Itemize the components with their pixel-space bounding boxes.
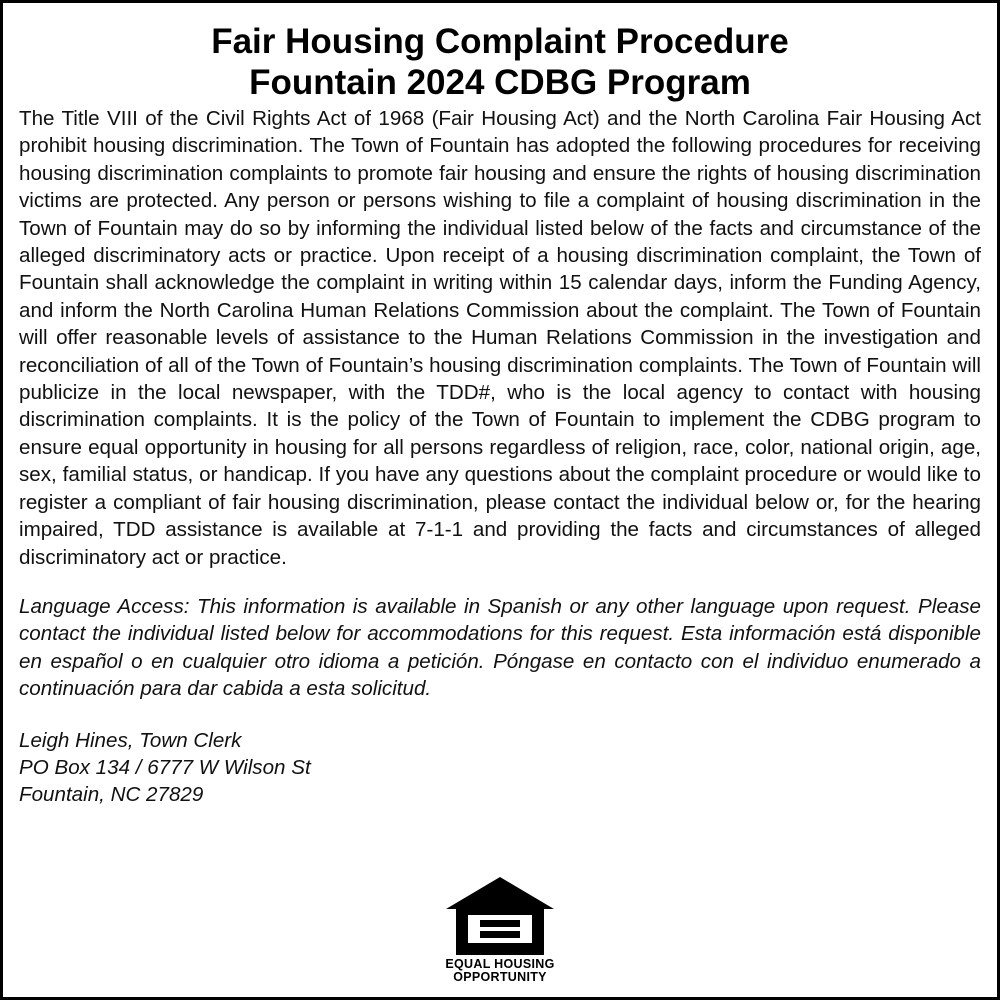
equal-housing-caption-line-1: EQUAL HOUSING [445, 957, 555, 971]
contact-address-line-2: Fountain, NC 27829 [19, 783, 204, 807]
complaint-procedure-paragraph: The Title VIII of the Civil Rights Act of 1968 (Fair Housing Act) and the North Carolina Fair Housing Act prohibit housing discrimination. The Town of Fountain has adopted the following procedures for receiving housing discrimination complaints to promote fair housing and ensure the rights of housing discrimination victims are protected. Any person or persons wishing to file a complaint of housing discrimination in the Town of Fountain may do so by informing the individual listed below of the facts and circumstance of the alleged discriminatory acts or practice. Upon receipt of a housing discrimination complaint, the Town of Fountain shall acknowledge the complaint in writing within 15 calendar days, inform the Funding Agency, and inform the North Carolina Human Relations Commission about the complaint. The Town of Fountain will offer reasonable levels of assistance to the Human Relations Commission in the investigation and reconciliation of all of the Town of Fountain’s housing discrimination complaints. The Town of Fountain will publicize in the local newspaper, with the TDD#, who is the local agency to contact with housing discrimination complaints. It is the policy of the Town of Fountain to implement the CDBG program to ensure equal opportunity in housing for all persons regardless of religion, race, color, national origin, age, sex, familial status, or handicap. If you have any questions about the complaint procedure or would like to register a compliant of fair housing discrimination, please contact the individual below or, for the hearing impaired, TDD assistance is available at 7-1-1 and providing the facts and circumstances of alleged discriminatory act or practice. [19, 107, 981, 569]
contact-block [19, 727, 981, 809]
title-line-1: Fair Housing Complaint Procedure [211, 22, 789, 61]
equal-housing-logo [440, 875, 560, 984]
equal-housing-caption [440, 958, 560, 984]
page-title [19, 21, 981, 103]
contact-address-line-1: PO Box 134 / 6777 W Wilson St [19, 755, 311, 779]
contact-name: Leigh Hines, Town Clerk [19, 728, 242, 752]
language-access-paragraph: Language Access: This information is available in Spanish or any other language upon request. Please contact the individual listed below for accommodations for this request. Esta información está disponible en español o en cualquier otro idioma a petición. Póngase en contacto con el individuo enumerado a continuación para dar cabida a esta solicitud. [19, 594, 981, 701]
title-line-2: Fountain 2024 CDBG Program [249, 63, 751, 102]
equal-housing-caption-line-2: OPPORTUNITY [453, 970, 547, 984]
equal-housing-opportunity-icon [444, 875, 556, 955]
